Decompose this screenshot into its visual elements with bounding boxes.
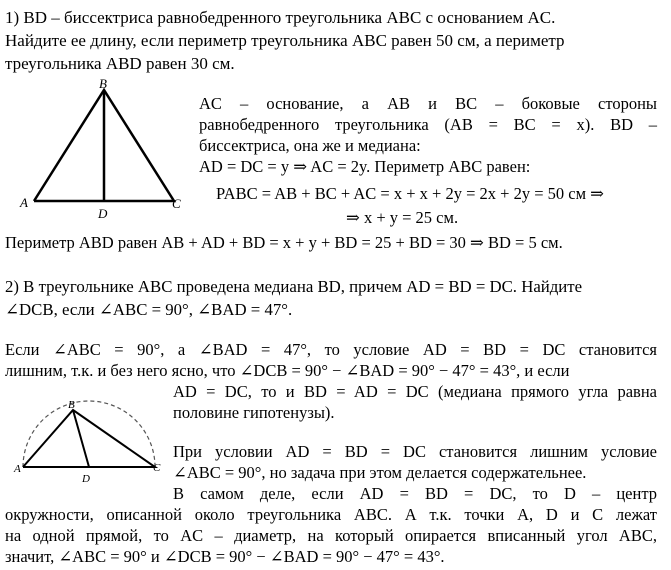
triangle-abc-2 [23,410,155,467]
problem2-solution-line7: В самом деле, если AD = BD = DC, то D – центр [173,484,657,503]
problem1-statement-line3: треугольника ABD равен 30 см. [5,54,235,73]
problem1-statement-line1: 1) BD – биссектриса равнобедренного треугольника ABC с основанием AC. [5,8,556,27]
problem2-solution-line1: Если ∠ABC = 90°, а ∠BAD = 47°, то условие AD = BD = DC становится [5,340,657,359]
problem1-solution-line1: AC – основание, а AB и BC – боковые стороны [199,94,657,113]
problem2-statement-line2: ∠DCB, если ∠ABC = 90°, ∠BAD = 47°. [5,300,293,319]
problem1-statement-line2: Найдите ее длину, если периметр треугольника ABC равен 50 см, а периметр [5,31,565,50]
problem1-solution-line3: биссектриса, она же и медиана: [199,136,421,155]
problem2-statement-line1: 2) В треугольнике ABC проведена медиана BD, причем AD = BD = DC. Найдите [5,277,583,296]
problem1-solution-line2: равнобедренного треугольника (AB = BC = x). BD – [199,115,657,134]
problem1-triangle-figure [18,78,190,220]
problem2-solution-line3: AD = DC, то и BD = AD = DC (медиана прямого угла равна [173,382,657,401]
problem2-solution-line10: значит, ∠ABC = 90° и ∠DCB = 90° − ∠BAD = 90° − 47° = 43°. [5,547,445,566]
vertex-c-label: C [172,196,181,211]
problem2-solution-line4: половине гипотенузы). [173,403,335,422]
point-d-label-2: D [82,473,90,485]
vertex-a-label: A [20,195,28,210]
point-d-label: D [98,206,108,220]
problem2-solution-line8: окружности, описанной около треугольника ABC. А т.к. точки A, D и C лежат [5,505,657,524]
problem2-solution-line2: лишним, т.к. и без него ясно, что ∠DCB = 90° − ∠BAD = 90° − 47° = 43°, и если [5,361,570,380]
problem2-solution-line5: При условии AD = BD = DC становится лишним условие [173,442,657,461]
problem1-solution-line5: PABC = AB + BC + AC = x + x + 2y = 2x + 2y = 50 см ⇒ [216,184,604,203]
vertex-a-label-2: A [14,463,21,475]
problem2-solution-line9: на одной прямой, то AC – диаметр, на который опирается вписанный угол ABC, [5,526,657,545]
vertex-c-label-2: C [153,462,161,474]
problem1-solution-line4: AD = DC = y ⇒ AC = 2y. Периметр ABC равен: [199,157,531,176]
circumcircle-arc [23,401,155,467]
problem1-solution-line7: Периметр ABD равен AB + AD + BD = x + y + BD = 25 + BD = 30 ⇒ BD = 5 см. [5,233,563,252]
problem2-solution-line6: ∠ABC = 90°, но задача при этом делается содержательнее. [173,463,587,482]
problem2-triangle-figure [12,398,162,488]
vertex-b-label: B [99,78,107,91]
vertex-b-label-2: B [68,399,75,411]
problem1-solution-line6: ⇒ x + y = 25 см. [346,208,459,227]
